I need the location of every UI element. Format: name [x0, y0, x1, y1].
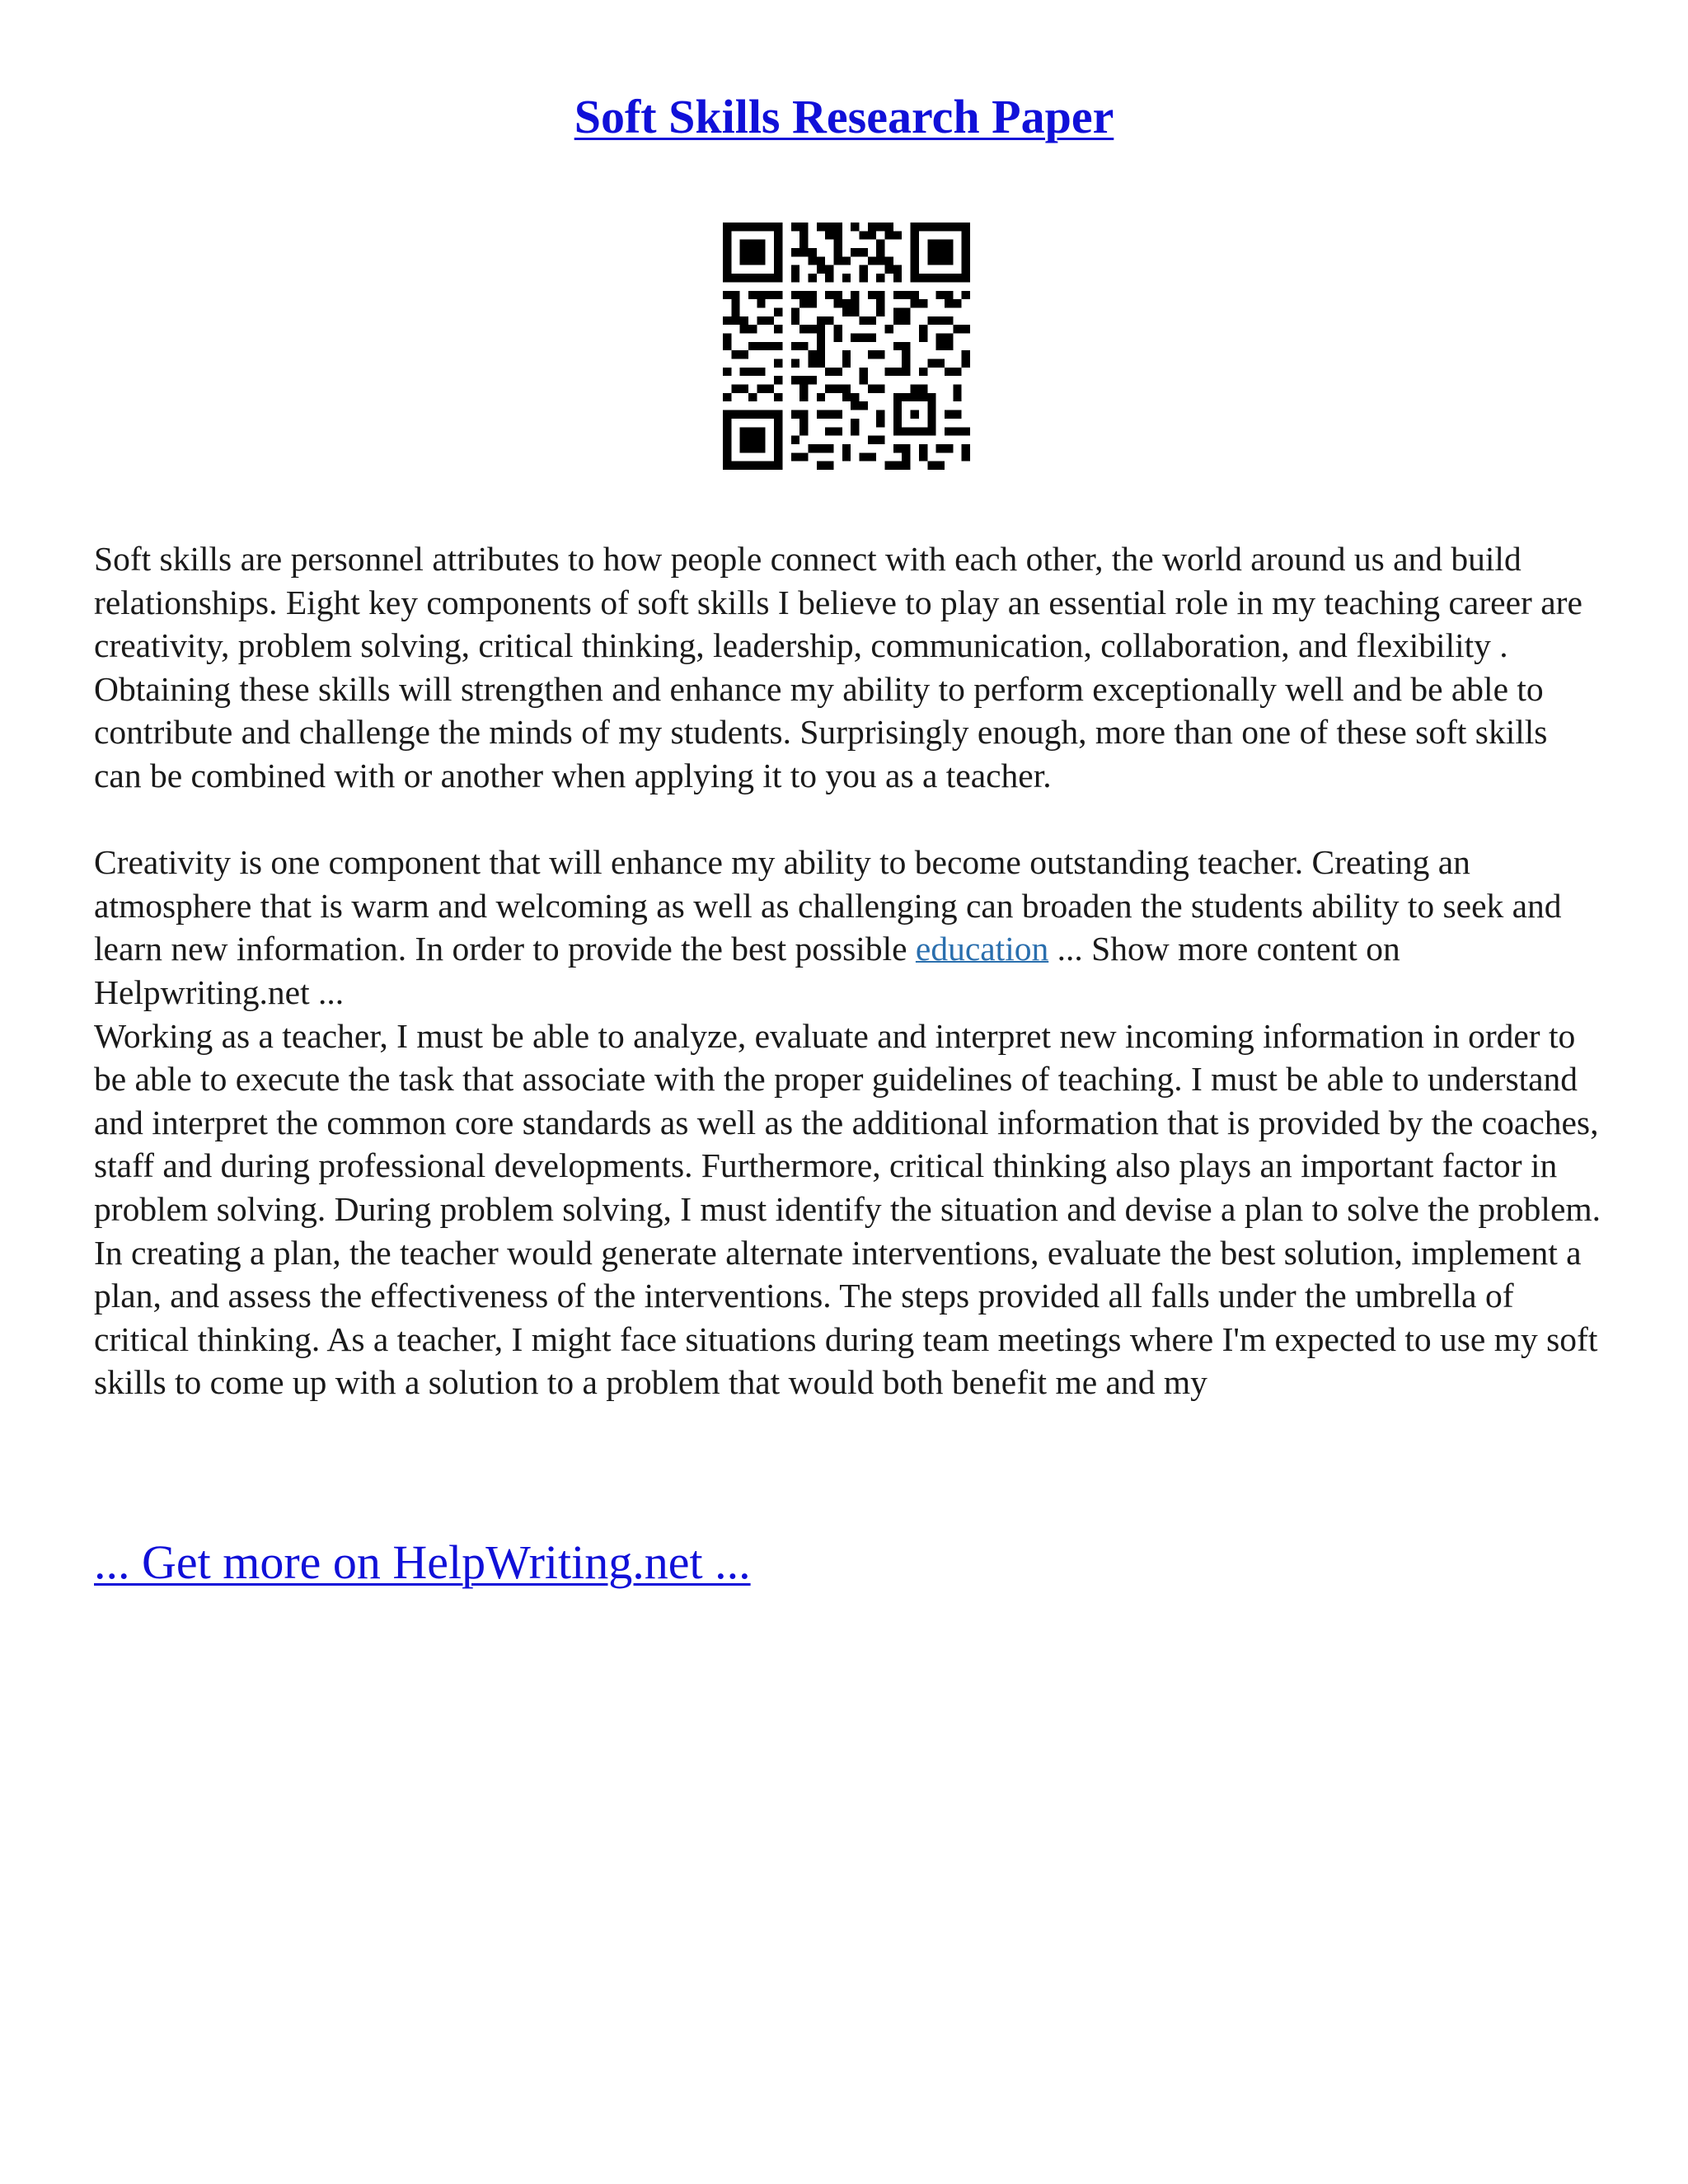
paragraph-2-text-before-link: Creativity is one component that will enhance my ability to become outstanding teacher. Creating an atmosphere that is warm and welcoming as well as challenging can broaden the students ability to seek and learn new information. In order to provide the best possible [94, 843, 1562, 968]
get-more-link[interactable]: ... Get more on HelpWriting.net ... [94, 1535, 751, 1589]
paragraph-1: Soft skills are personnel attributes to how people connect with each other, the world around us and build relationships. Eight key components of soft skills I believe to play an essential role in my teaching career are creativity, problem solving, critical thinking, leadership, communication, collaboration, and flexibility . Obtaining these skills will strengthen and enhance my ability to perform exceptionally well and be able to contribute and challenge the minds of my students. Surprisingly enough, more than one of these soft skills can be combined with or another when applying it to you as a teacher. [94, 540, 1582, 794]
paragraph-3: Working as a teacher, I must be able to analyze, evaluate and interpret new incoming information in order to be able to execute the task that associate with the proper guidelines of teaching. I must be able to understand and interpret the common core standards as well as the additional information that is provided by the coaches, staff and during professional developments. Furthermore, critical thinking also plays an important factor in problem solving. During problem solving, I must identify the situation and devise a plan to solve the problem. In creating a plan, the teacher would generate alternate interventions, evaluate the best solution, implement a plan, and assess the effectiveness of the interventions. The steps provided all falls under the umbrella of critical thinking. As a teacher, I might face situations during team meetings where I'm expected to use my soft skills to come up with a solution to a problem that would both benefit me and my [94, 1016, 1601, 1402]
page-title-link[interactable]: Soft Skills Research Paper [574, 90, 1114, 143]
paragraph-2-text-after-link: ... Show more content on Helpwriting.net ... [94, 930, 1400, 1011]
paragraph-2 [94, 841, 1602, 1014]
education-link[interactable]: education [915, 930, 1049, 968]
title-container [0, 89, 1688, 144]
qr-code-icon [723, 223, 970, 470]
article-body [94, 537, 1602, 1404]
qr-code [723, 223, 970, 470]
